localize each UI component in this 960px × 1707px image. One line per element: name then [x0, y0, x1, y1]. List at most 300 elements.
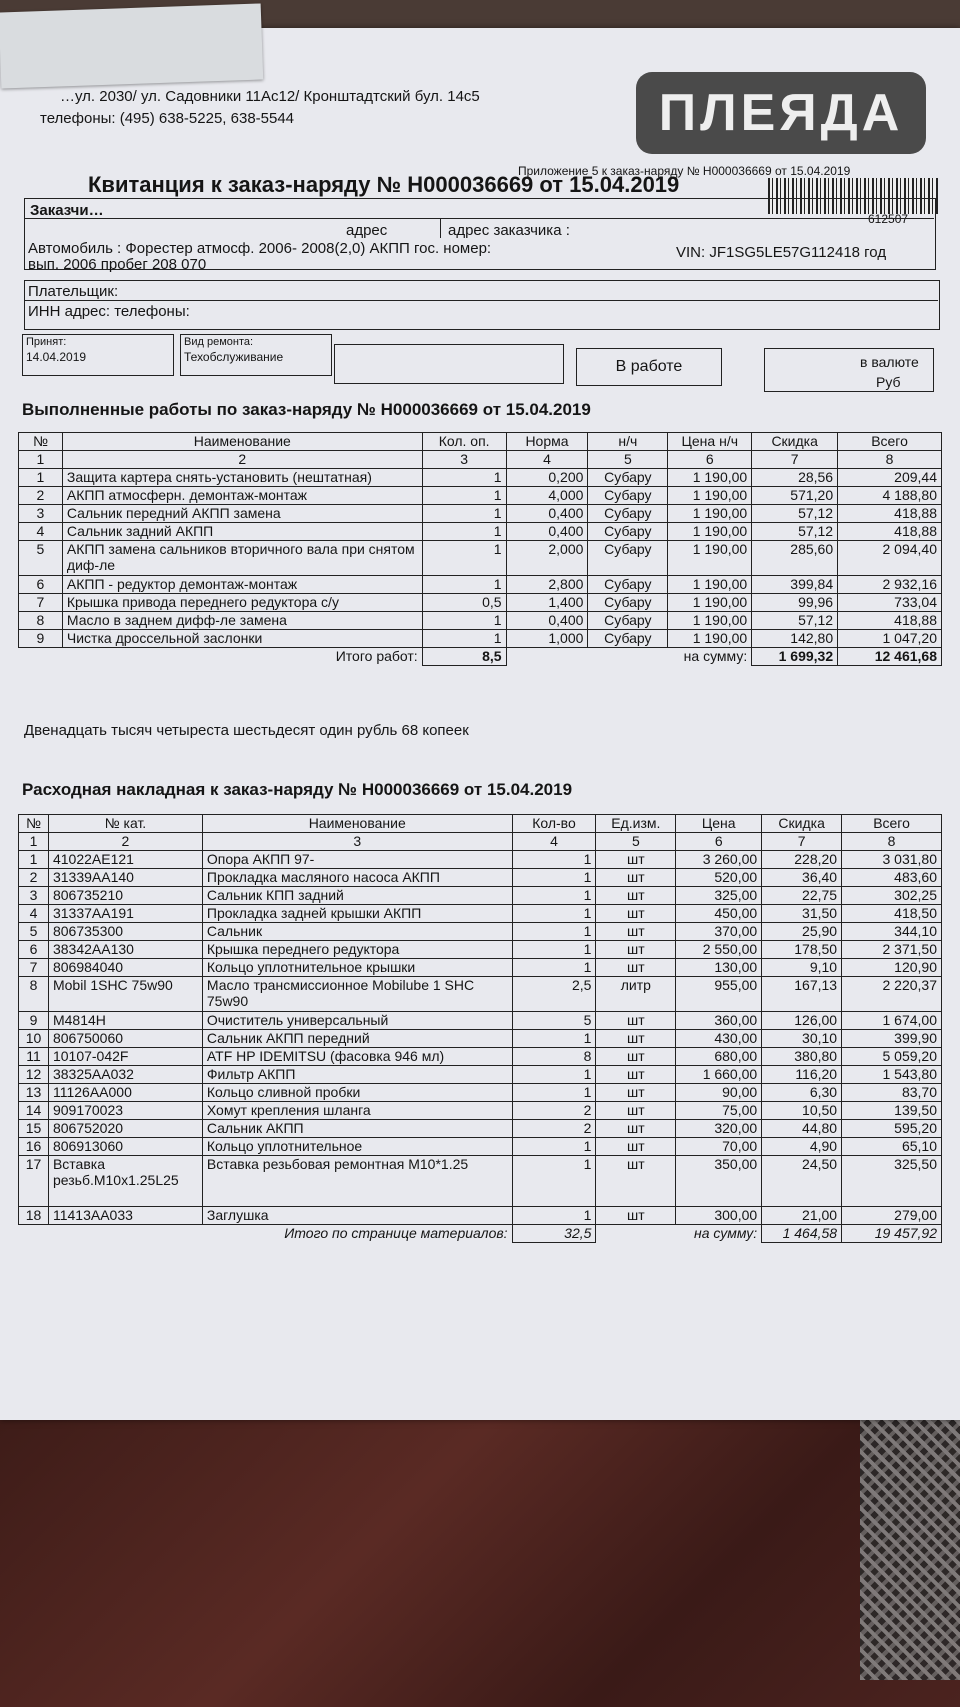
table-row	[19, 630, 942, 648]
material-number: 13	[19, 1084, 49, 1102]
table-row	[19, 887, 942, 905]
table-row	[19, 923, 942, 941]
work-name: Сальник передний АКПП замена	[62, 505, 422, 523]
works-total-discount: 1 699,32	[752, 648, 838, 666]
materials-header-discount: Скидка	[762, 815, 842, 833]
material-price: 1 660,00	[676, 1066, 762, 1084]
materials-header-total: Всего	[842, 815, 942, 833]
materials-col-num-5: 5	[596, 833, 676, 851]
materials-header-row	[19, 815, 942, 833]
material-qty: 2,5	[512, 977, 596, 1012]
material-discount: 10,50	[762, 1102, 842, 1120]
works-header-norm: Норма	[506, 433, 588, 451]
work-name: Защита картера снять-установить (нештатная)	[62, 469, 422, 487]
table-row	[19, 1102, 942, 1120]
material-name: Сальник КПП задний	[202, 887, 512, 905]
material-name: Сальник АКПП передний	[202, 1030, 512, 1048]
material-name: ATF HP IDEMITSU (фасовка 946 мл)	[202, 1048, 512, 1066]
material-discount: 167,13	[762, 977, 842, 1012]
material-qty: 1	[512, 1084, 596, 1102]
materials-total-qty: 32,5	[512, 1225, 596, 1243]
accepted-label: Принят:	[26, 336, 67, 348]
customer-label: Заказчи…	[30, 202, 104, 219]
work-name: АКПП атмосферн. демонтаж-монтаж	[62, 487, 422, 505]
material-number: 6	[19, 941, 49, 959]
work-nh: Субару	[588, 469, 668, 487]
customer-divider-vertical	[440, 218, 441, 238]
material-qty: 2	[512, 1102, 596, 1120]
work-total: 733,04	[838, 594, 942, 612]
works-total-sum: 12 461,68	[838, 648, 942, 666]
material-total: 120,90	[842, 959, 942, 977]
materials-header-price: Цена	[676, 815, 762, 833]
work-discount: 57,12	[752, 523, 838, 541]
material-discount: 22,75	[762, 887, 842, 905]
work-total: 1 047,20	[838, 630, 942, 648]
work-name: Чистка дроссельной заслонки	[62, 630, 422, 648]
work-price: 1 190,00	[668, 630, 752, 648]
materials-header-catalog: № кат.	[48, 815, 202, 833]
work-discount: 142,80	[752, 630, 838, 648]
table-row	[19, 1156, 942, 1207]
year-mileage: вып. 2006 пробег 208 070	[28, 256, 207, 273]
material-total: 83,70	[842, 1084, 942, 1102]
material-discount: 24,50	[762, 1156, 842, 1207]
material-unit: шт	[596, 1030, 676, 1048]
table-row	[19, 1084, 942, 1102]
materials-col-num-6: 6	[676, 833, 762, 851]
material-price: 350,00	[676, 1156, 762, 1207]
material-unit: шт	[596, 1084, 676, 1102]
work-number: 4	[19, 523, 63, 541]
materials-total-discount: 1 464,58	[762, 1225, 842, 1243]
work-norm: 4,000	[506, 487, 588, 505]
material-catalog-number: 11126AA000	[48, 1084, 202, 1102]
material-number: 14	[19, 1102, 49, 1120]
company-phones: телефоны: (495) 638-5225, 638-5544	[40, 110, 295, 127]
repair-type: Техобслуживание	[184, 350, 284, 364]
works-total-row	[19, 648, 942, 666]
work-price: 1 190,00	[668, 541, 752, 576]
works-rows	[19, 469, 942, 648]
material-catalog-number: 10107-042F	[48, 1048, 202, 1066]
material-price: 3 260,00	[676, 851, 762, 869]
work-price: 1 190,00	[668, 523, 752, 541]
material-qty: 1	[512, 887, 596, 905]
work-total: 4 188,80	[838, 487, 942, 505]
material-number: 10	[19, 1030, 49, 1048]
material-total: 302,25	[842, 887, 942, 905]
currency-label: в валюте	[860, 354, 919, 370]
table-row	[19, 905, 942, 923]
works-column-numbers	[19, 451, 942, 469]
material-price: 680,00	[676, 1048, 762, 1066]
material-unit: шт	[596, 1120, 676, 1138]
material-discount: 116,20	[762, 1066, 842, 1084]
material-number: 8	[19, 977, 49, 1012]
material-catalog-number: Вставка резьб.M10x1.25L25	[48, 1156, 202, 1207]
material-number: 2	[19, 869, 49, 887]
material-name: Опора АКПП 97-	[202, 851, 512, 869]
material-price: 320,00	[676, 1120, 762, 1138]
material-name: Прокладка задней крышки АКПП	[202, 905, 512, 923]
document-title: Квитанция к заказ-наряду № Н000036669 от 15.04.2019	[88, 172, 680, 197]
material-total: 279,00	[842, 1207, 942, 1225]
material-unit: шт	[596, 1207, 676, 1225]
materials-col-num-3: 3	[202, 833, 512, 851]
work-nh: Субару	[588, 487, 668, 505]
table-row	[19, 1030, 942, 1048]
material-discount: 21,00	[762, 1207, 842, 1225]
materials-col-num-1: 1	[19, 833, 49, 851]
work-qty: 1	[422, 523, 506, 541]
material-qty: 1	[512, 1138, 596, 1156]
table-row	[19, 977, 942, 1012]
materials-sum-label: на сумму:	[694, 1225, 758, 1242]
work-name: Масло в заднем дифф-ле замена	[62, 612, 422, 630]
work-norm: 2,800	[506, 576, 588, 594]
customer-address-label: адрес заказчика :	[448, 222, 570, 239]
work-number: 5	[19, 541, 63, 576]
work-discount: 28,56	[752, 469, 838, 487]
materials-header-name: Наименование	[202, 815, 512, 833]
work-norm: 0,400	[506, 612, 588, 630]
material-discount: 25,90	[762, 923, 842, 941]
material-number: 4	[19, 905, 49, 923]
works-col-num-3: 3	[422, 451, 506, 469]
material-name: Заглушка	[202, 1207, 512, 1225]
material-name: Вставка резьбовая ремонтная М10*1.25	[202, 1156, 512, 1207]
table-row	[19, 959, 942, 977]
material-discount: 30,10	[762, 1030, 842, 1048]
material-number: 7	[19, 959, 49, 977]
material-name: Сальник	[202, 923, 512, 941]
works-col-num-6: 6	[668, 451, 752, 469]
table-row	[19, 594, 942, 612]
address-label: адрес	[346, 222, 388, 239]
work-total: 2 094,40	[838, 541, 942, 576]
material-number: 1	[19, 851, 49, 869]
materials-col-num-4: 4	[512, 833, 596, 851]
material-catalog-number: 31339AA140	[48, 869, 202, 887]
material-discount: 6,30	[762, 1084, 842, 1102]
work-price: 1 190,00	[668, 505, 752, 523]
materials-total-sum: 19 457,92	[842, 1225, 942, 1243]
material-qty: 8	[512, 1048, 596, 1066]
material-unit: шт	[596, 1012, 676, 1030]
customer-divider	[24, 218, 934, 219]
work-discount: 571,20	[752, 487, 838, 505]
material-price: 75,00	[676, 1102, 762, 1120]
table-row	[19, 487, 942, 505]
material-catalog-number: 806735210	[48, 887, 202, 905]
work-discount: 285,60	[752, 541, 838, 576]
material-number: 11	[19, 1048, 49, 1066]
work-norm: 2,000	[506, 541, 588, 576]
works-header-row	[19, 433, 942, 451]
work-total: 209,44	[838, 469, 942, 487]
material-number: 15	[19, 1120, 49, 1138]
material-discount: 9,10	[762, 959, 842, 977]
material-catalog-number: 41022AE121	[48, 851, 202, 869]
material-total: 595,20	[842, 1120, 942, 1138]
works-header-discount: Скидка	[752, 433, 838, 451]
work-nh: Субару	[588, 594, 668, 612]
material-total: 3 031,80	[842, 851, 942, 869]
material-catalog-number: 806735300	[48, 923, 202, 941]
material-number: 17	[19, 1156, 49, 1207]
material-price: 370,00	[676, 923, 762, 941]
work-norm: 0,200	[506, 469, 588, 487]
materials-header-num: №	[19, 815, 49, 833]
staff-box	[334, 344, 564, 384]
work-price: 1 190,00	[668, 612, 752, 630]
work-qty: 1	[422, 612, 506, 630]
appendix-note: Приложение 5 к заказ-наряду № Н000036669 от 15.04.2019	[518, 164, 851, 178]
material-qty: 1	[512, 905, 596, 923]
work-number: 6	[19, 576, 63, 594]
work-qty: 0,5	[422, 594, 506, 612]
material-catalog-number: 31337AA191	[48, 905, 202, 923]
material-name: Кольцо сливной пробки	[202, 1084, 512, 1102]
materials-column-numbers	[19, 833, 942, 851]
material-qty: 1	[512, 1156, 596, 1207]
work-norm: 1,400	[506, 594, 588, 612]
material-price: 90,00	[676, 1084, 762, 1102]
table-row	[19, 1048, 942, 1066]
car-info: Автомобиль : Форестер атмосф. 2006- 2008(2,0) АКПП гос. номер:	[28, 240, 492, 257]
material-qty: 1	[512, 923, 596, 941]
material-total: 418,50	[842, 905, 942, 923]
materials-total-row	[19, 1225, 942, 1243]
material-unit: шт	[596, 1156, 676, 1207]
material-discount: 31,50	[762, 905, 842, 923]
material-total: 2 220,37	[842, 977, 942, 1012]
work-name: АКПП замена сальников вторичного вала при снятом диф-ле	[62, 541, 422, 576]
material-price: 70,00	[676, 1138, 762, 1156]
work-norm: 1,000	[506, 630, 588, 648]
material-name: Очиститель универсальный	[202, 1012, 512, 1030]
work-number: 1	[19, 469, 63, 487]
material-catalog-number: M4814H	[48, 1012, 202, 1030]
barcode-number: 612507	[868, 212, 909, 226]
table-row	[19, 523, 942, 541]
material-catalog-number: 38325AA032	[48, 1066, 202, 1084]
material-name: Крышка переднего редуктора	[202, 941, 512, 959]
work-total: 418,88	[838, 505, 942, 523]
materials-title: Расходная накладная к заказ-наряду № Н000036669 от 15.04.2019	[22, 780, 573, 799]
work-price: 1 190,00	[668, 594, 752, 612]
work-nh: Субару	[588, 523, 668, 541]
material-discount: 44,80	[762, 1120, 842, 1138]
material-catalog-number: 806750060	[48, 1030, 202, 1048]
works-header-price: Цена н/ч	[668, 433, 752, 451]
material-catalog-number: 806752020	[48, 1120, 202, 1138]
work-qty: 1	[422, 541, 506, 576]
material-catalog-number: 806984040	[48, 959, 202, 977]
material-unit: шт	[596, 1066, 676, 1084]
table-row	[19, 941, 942, 959]
material-price: 130,00	[676, 959, 762, 977]
materials-rows	[19, 851, 942, 1225]
material-number: 12	[19, 1066, 49, 1084]
material-unit: шт	[596, 905, 676, 923]
work-number: 3	[19, 505, 63, 523]
material-catalog-number: 38342AA130	[48, 941, 202, 959]
work-number: 7	[19, 594, 63, 612]
works-header-name: Наименование	[62, 433, 422, 451]
sum-in-words: Двенадцать тысяч четыреста шестьдесят один рубль 68 копеек	[24, 722, 469, 739]
repair-type-label: Вид ремонта:	[184, 336, 254, 348]
works-col-num-5: 5	[588, 451, 668, 469]
material-name: Кольцо уплотнительное	[202, 1138, 512, 1156]
material-unit: шт	[596, 1048, 676, 1066]
accepted-date: 14.04.2019	[26, 350, 87, 364]
material-unit: шт	[596, 941, 676, 959]
table-row	[19, 851, 942, 869]
materials-col-num-8: 8	[842, 833, 942, 851]
works-header-nh: н/ч	[588, 433, 668, 451]
material-total: 2 371,50	[842, 941, 942, 959]
material-name: Сальник АКПП	[202, 1120, 512, 1138]
table-row	[19, 869, 942, 887]
work-qty: 1	[422, 487, 506, 505]
material-discount: 4,90	[762, 1138, 842, 1156]
background-table-surface	[0, 1410, 960, 1707]
table-row	[19, 612, 942, 630]
material-total: 5 059,20	[842, 1048, 942, 1066]
work-norm: 0,400	[506, 505, 588, 523]
material-total: 1 543,80	[842, 1066, 942, 1084]
material-price: 360,00	[676, 1012, 762, 1030]
material-number: 3	[19, 887, 49, 905]
status-box: В работе	[576, 348, 722, 386]
payer-divider	[24, 300, 938, 301]
vin-info: VIN: JF1SG5LE57G112418 год	[676, 244, 887, 261]
material-qty: 1	[512, 1207, 596, 1225]
material-total: 483,60	[842, 869, 942, 887]
material-name: Масло трансмиссионное Mobilube 1 SHC 75w90	[202, 977, 512, 1012]
material-catalog-number: Mobil 1SHC 75w90	[48, 977, 202, 1012]
work-name: АКПП - редуктор демонтаж-монтаж	[62, 576, 422, 594]
work-discount: 399,84	[752, 576, 838, 594]
material-qty: 1	[512, 869, 596, 887]
company-logo: ПЛЕЯДА	[636, 72, 926, 154]
material-unit: шт	[596, 959, 676, 977]
table-row	[19, 505, 942, 523]
work-total: 418,88	[838, 612, 942, 630]
table-row	[19, 541, 942, 576]
works-col-num-1: 1	[19, 451, 63, 469]
material-catalog-number: 11413AA033	[48, 1207, 202, 1225]
work-norm: 0,400	[506, 523, 588, 541]
materials-total-label: Итого по странице материалов:	[284, 1225, 508, 1242]
inn-address-phones: ИНН адрес: телефоны:	[28, 303, 190, 320]
material-discount: 178,50	[762, 941, 842, 959]
works-col-num-4: 4	[506, 451, 588, 469]
works-total-label: Итого работ:	[335, 648, 418, 665]
material-total: 65,10	[842, 1138, 942, 1156]
material-total: 139,50	[842, 1102, 942, 1120]
work-qty: 1	[422, 505, 506, 523]
work-discount: 57,12	[752, 505, 838, 523]
works-col-num-8: 8	[838, 451, 942, 469]
material-total: 325,50	[842, 1156, 942, 1207]
materials-header-qty: Кол-во	[512, 815, 596, 833]
material-qty: 1	[512, 941, 596, 959]
material-unit: шт	[596, 851, 676, 869]
works-sum-label: на сумму:	[683, 648, 748, 665]
material-unit: шт	[596, 887, 676, 905]
works-header-num: №	[19, 433, 63, 451]
work-number: 2	[19, 487, 63, 505]
work-price: 1 190,00	[668, 576, 752, 594]
materials-col-num-7: 7	[762, 833, 842, 851]
work-qty: 1	[422, 576, 506, 594]
material-discount: 36,40	[762, 869, 842, 887]
material-price: 450,00	[676, 905, 762, 923]
material-name: Хомут крепления шланга	[202, 1102, 512, 1120]
work-name: Крышка привода переднего редуктора с/у	[62, 594, 422, 612]
work-number: 9	[19, 630, 63, 648]
material-qty: 1	[512, 1030, 596, 1048]
materials-header-unit: Ед.изм.	[596, 815, 676, 833]
material-price: 2 550,00	[676, 941, 762, 959]
material-qty: 5	[512, 1012, 596, 1030]
works-table	[18, 432, 942, 666]
material-qty: 2	[512, 1120, 596, 1138]
material-name: Прокладка масляного насоса АКПП	[202, 869, 512, 887]
material-name: Кольцо уплотнительное крышки	[202, 959, 512, 977]
material-name: Фильтр АКПП	[202, 1066, 512, 1084]
material-unit: шт	[596, 1102, 676, 1120]
work-discount: 99,96	[752, 594, 838, 612]
work-price: 1 190,00	[668, 487, 752, 505]
work-number: 8	[19, 612, 63, 630]
material-price: 300,00	[676, 1207, 762, 1225]
material-unit: шт	[596, 923, 676, 941]
material-total: 399,90	[842, 1030, 942, 1048]
material-price: 955,00	[676, 977, 762, 1012]
material-unit: шт	[596, 869, 676, 887]
material-number: 16	[19, 1138, 49, 1156]
material-qty: 1	[512, 1066, 596, 1084]
work-discount: 57,12	[752, 612, 838, 630]
materials-col-num-2: 2	[48, 833, 202, 851]
work-nh: Субару	[588, 541, 668, 576]
work-price: 1 190,00	[668, 469, 752, 487]
material-discount: 228,20	[762, 851, 842, 869]
works-header-total: Всего	[838, 433, 942, 451]
material-number: 5	[19, 923, 49, 941]
work-qty: 1	[422, 630, 506, 648]
table-row	[19, 1066, 942, 1084]
work-nh: Субару	[588, 612, 668, 630]
table-row	[19, 1120, 942, 1138]
currency-value: Руб	[876, 374, 901, 390]
material-price: 430,00	[676, 1030, 762, 1048]
table-row	[19, 1012, 942, 1030]
material-unit: литр	[596, 977, 676, 1012]
material-catalog-number: 909170023	[48, 1102, 202, 1120]
works-col-num-7: 7	[752, 451, 838, 469]
material-number: 18	[19, 1207, 49, 1225]
work-qty: 1	[422, 469, 506, 487]
payer-label: Плательщик:	[28, 283, 119, 300]
material-discount: 126,00	[762, 1012, 842, 1030]
table-row	[19, 469, 942, 487]
company-addresses: …ул. 2030/ ул. Садовники 11Ас12/ Кронштадтский бул. 14с5	[60, 88, 480, 105]
